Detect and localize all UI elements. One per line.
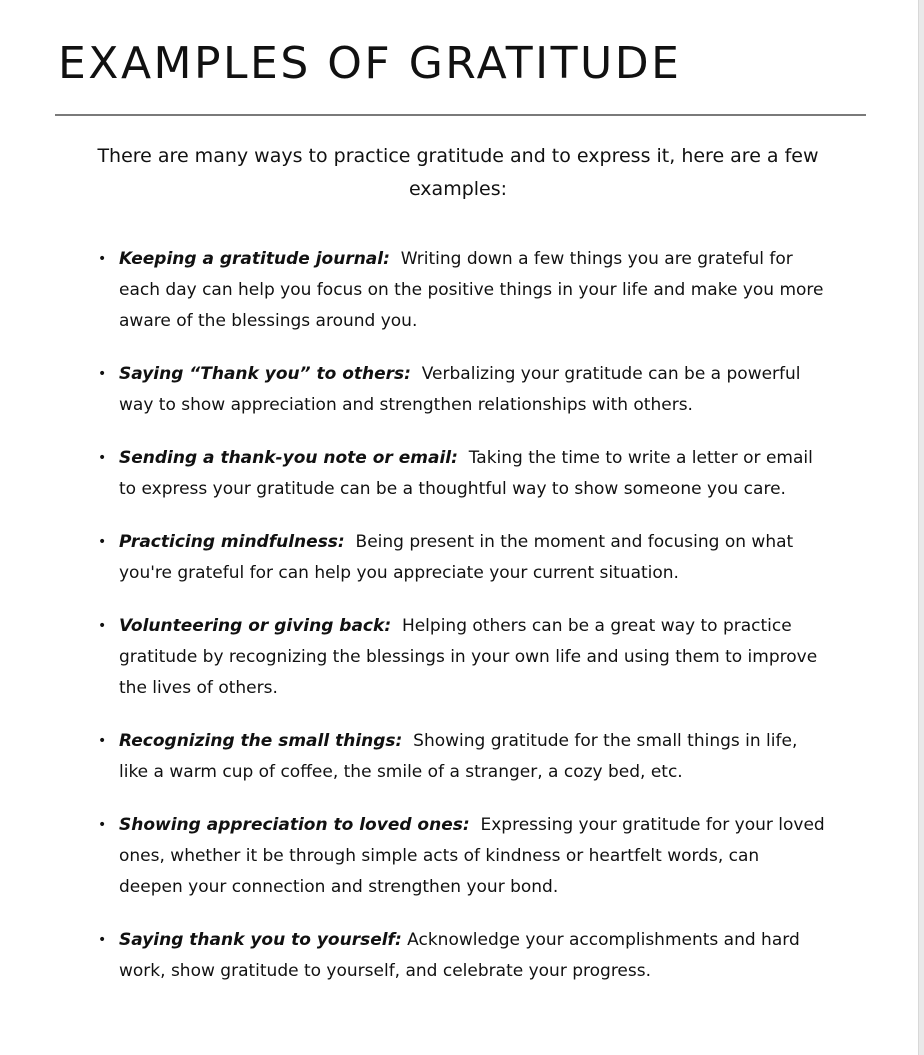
item-title: Saying thank you to yourself: — [119, 930, 402, 950]
item-text: Acknowledge your accomplishments and hard work, show gratitude to yourself, and celebrate your progress. — [119, 930, 800, 981]
list-item-volunteering — [98, 611, 828, 704]
list-item-thank-you-note — [98, 443, 828, 505]
bullet-icon: • — [98, 932, 107, 948]
item-text: Expressing your gratitude for your loved ones, whether it be through simple acts of kindness or heartfelt words, can deepen your connection and strengthen your bond. — [119, 815, 825, 897]
item-text: Showing gratitude for the small things in life, like a warm cup of coffee, the smile of a stranger, a cozy bed, etc. — [119, 731, 798, 782]
bullet-icon: • — [98, 450, 107, 466]
item-title: Showing appreciation to loved ones: — [119, 815, 470, 835]
item-title: Recognizing the small things: — [119, 731, 403, 751]
item-title: Saying “Thank you” to others: — [119, 364, 411, 384]
item-text: Taking the time to write a letter or email to express your gratitude can be a thoughtful way to show someone you care. — [119, 448, 813, 499]
item-text: Writing down a few things you are grateful for each day can help you focus on the positive things in your life and make you more aware of the blessings around you. — [119, 249, 824, 331]
bullet-icon: • — [98, 733, 107, 749]
list-item-loved-ones — [98, 810, 828, 903]
item-title: Sending a thank-you note or email: — [119, 448, 458, 468]
item-title: Volunteering or giving back: — [119, 616, 392, 636]
list-item-small-things — [98, 726, 828, 788]
item-title: Keeping a gratitude journal: — [119, 249, 390, 269]
bullet-icon: • — [98, 534, 107, 550]
list-item-gratitude-journal — [98, 244, 828, 337]
bullet-icon: • — [98, 366, 107, 382]
item-title: Practicing mindfulness: — [119, 532, 345, 552]
list-item-mindfulness — [98, 527, 828, 589]
bullet-icon: • — [98, 251, 107, 267]
item-text: Helping others can be a great way to practice gratitude by recognizing the blessings in your own life and using them to improve the lives of others. — [119, 616, 818, 698]
item-text: Verbalizing your gratitude can be a powerful way to show appreciation and strengthen relationships with others. — [119, 364, 801, 415]
gratitude-examples-list — [98, 244, 828, 987]
page-edge-shadow — [918, 0, 924, 1055]
bullet-icon: • — [98, 618, 107, 634]
item-text: Being present in the moment and focusing on what you're grateful for can help you appreciate your current situation. — [119, 532, 794, 583]
title-divider — [55, 114, 866, 116]
page-title: EXAMPLES OF GRATITUDE — [58, 38, 682, 89]
intro-paragraph: There are many ways to practice gratitude and to express it, here are a few examples: — [97, 145, 819, 200]
list-item-saying-thank-you — [98, 359, 828, 421]
list-item-thank-yourself — [98, 925, 828, 987]
bullet-icon: • — [98, 817, 107, 833]
